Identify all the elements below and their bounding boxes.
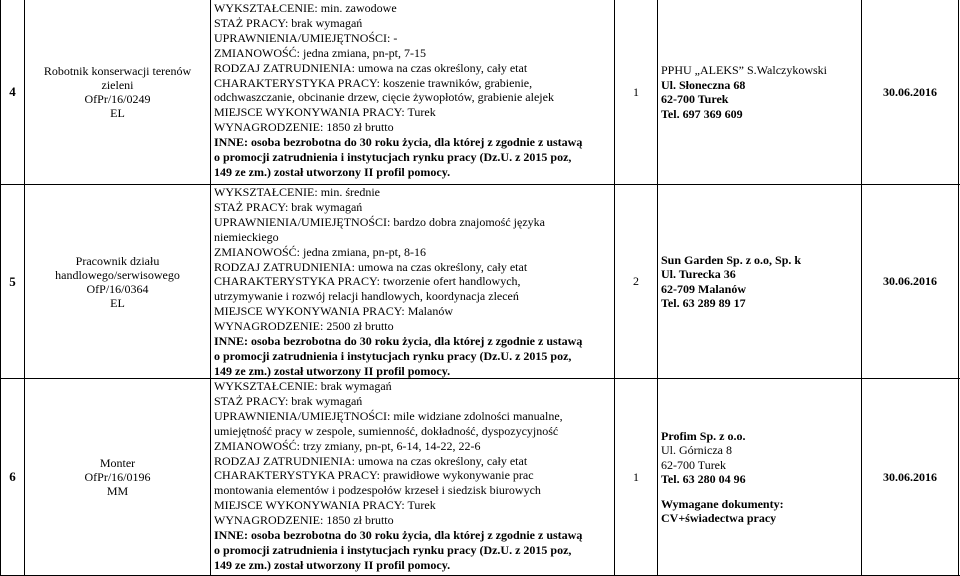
description-field-value: umowa na czas określony, cały etat	[355, 60, 528, 75]
description-field-label: WYKSZTAŁCENIE:	[214, 1, 318, 15]
description-field-label: RODZAJ ZATRUDNIENIA:	[214, 453, 355, 468]
description-line	[214, 1, 614, 16]
position-title: Monter	[99, 456, 136, 470]
description-field-value: trzy zmiany, pn-pt, 6-14, 14-22, 22-6	[300, 438, 481, 453]
description-field-label: STAŻ PRACY:	[214, 15, 289, 30]
offer-initials: EL	[110, 295, 125, 310]
description-field-label: STAŻ PRACY:	[214, 199, 289, 214]
required-documents-label: Wymagane dokumenty:	[661, 496, 784, 511]
description-field-label: ZMIANOWOŚĆ:	[214, 45, 300, 60]
description-field-label: ZMIANOWOŚĆ:	[214, 244, 300, 259]
description-field-value: Malanów	[404, 304, 454, 319]
description-line	[214, 230, 614, 245]
employer-street: Ul. Górnicza 8	[661, 443, 732, 457]
description-line	[214, 483, 614, 498]
description-field-value: Turek	[404, 498, 436, 513]
employer-city: 62-700 Turek	[661, 92, 729, 106]
description-line	[214, 319, 614, 334]
description-field-label: UPRAWNIENIA/UMIEJĘTNOŚCI:	[214, 214, 391, 229]
description-line	[214, 274, 614, 289]
description-line	[214, 61, 614, 76]
description-line	[214, 379, 614, 394]
description-line	[214, 349, 614, 364]
offer-number: 4	[9, 84, 16, 99]
position-title: Robotnik konserwacji terenów	[43, 64, 192, 78]
offer-number: 6	[9, 469, 16, 484]
offer-description	[211, 185, 614, 378]
description-line	[214, 304, 614, 319]
description-field-value: o promocji zatrudnienia i instytucjach rynku pracy (Dz.U. z 2015 poz,	[214, 542, 572, 557]
description-field-value: mile widziane zdolności manualne,	[390, 408, 563, 423]
description-line	[214, 135, 614, 150]
description-line	[214, 16, 614, 31]
description-line	[214, 76, 614, 91]
description-field-value: bardzo dobra znajomość języka	[390, 214, 545, 229]
description-field-label: CHARAKTERYSTYKA PRACY:	[214, 468, 380, 483]
employer-name: Profim Sp. z o.o.	[661, 428, 746, 443]
description-field-value: tworzenie ofert handlowych,	[379, 274, 521, 289]
vacancy-count: 1	[633, 84, 639, 99]
description-line	[214, 334, 614, 349]
employer-cell	[658, 379, 861, 575]
description-field-label: WYKSZTAŁCENIE:	[214, 379, 318, 393]
description-field-value: umowa na czas określony, cały etat	[355, 453, 528, 468]
table-border	[958, 0, 959, 576]
description-field-value: utrzymywanie i rozwój relacji handlowych, koordynacja zleceń	[214, 289, 519, 304]
description-line	[214, 558, 614, 573]
offer-number: 5	[9, 273, 16, 289]
offer-code: OfPr/16/0196	[84, 470, 151, 484]
description-line	[214, 424, 614, 439]
employer-city: 62-709 Malanów	[661, 281, 746, 296]
description-line	[214, 245, 614, 260]
description-field-label: CHARAKTERYSTYKA PRACY:	[214, 274, 380, 289]
description-field-value: -	[390, 30, 398, 45]
description-line	[214, 31, 614, 46]
offer-date: 30.06.2016	[883, 274, 937, 288]
description-field-value: umowa na czas określony, cały etat	[355, 259, 528, 274]
description-line	[214, 528, 614, 543]
employer-city: 62-700 Turek	[661, 457, 727, 472]
description-field-value: prawidłowe wykonywanie prac	[379, 468, 534, 483]
description-field-label: MIEJSCE WYKONYWANIA PRACY:	[214, 105, 405, 120]
description-field-value: o promocji zatrudnienia i instytucjach rynku pracy (Dz.U. z 2015 poz,	[214, 150, 572, 165]
description-field-value: INNE: osoba bezrobotna do 30 roku życia, dla której z zgodnie z ustawą	[214, 135, 583, 150]
description-field-value: 149 ze zm.) został utworzony II profil pomocy.	[214, 363, 451, 378]
description-line	[214, 150, 614, 165]
spacer	[661, 487, 861, 497]
description-field-label: ZMIANOWOŚĆ:	[214, 438, 300, 453]
description-field-value: brak wymagań	[288, 199, 363, 214]
description-field-label: MIEJSCE WYKONYWANIA PRACY:	[214, 304, 405, 319]
offer-description	[211, 379, 614, 575]
description-field-label: STAŻ PRACY:	[214, 393, 289, 408]
position-title-cont: zieleni	[101, 78, 134, 92]
description-line	[214, 260, 614, 275]
description-field-value: Turek	[404, 105, 436, 120]
description-field-value: koszenie trawników, grabienie,	[379, 75, 533, 90]
offer-initials: MM	[106, 484, 129, 498]
description-field-value: 149 ze zm.) został utworzony II profil pomocy.	[214, 164, 451, 179]
offer-code: OfPr/16/0249	[84, 92, 151, 106]
description-field-value: 149 ze zm.) został utworzony II profil pomocy.	[214, 557, 451, 572]
description-field-label: RODZAJ ZATRUDNIENIA:	[214, 259, 355, 274]
description-line	[214, 200, 614, 215]
description-field-label: WYNAGRODZENIE:	[214, 513, 324, 528]
description-field-value: o promocji zatrudnienia i instytucjach rynku pracy (Dz.U. z 2015 poz,	[214, 348, 572, 363]
employer-name: Sun Garden Sp. z o.o, Sp. k	[661, 252, 802, 267]
description-line	[214, 513, 614, 528]
description-field-value: brak wymagań	[288, 15, 363, 30]
description-field-label: WYNAGRODZENIE:	[214, 120, 324, 135]
offer-description	[211, 1, 614, 184]
employer-phone: Tel. 697 369 609	[661, 106, 743, 121]
description-field-label: UPRAWNIENIA/UMIEJĘTNOŚCI:	[214, 408, 391, 423]
offer-date: 30.06.2016	[883, 84, 937, 99]
description-field-value: umiejętność pracy w zespole, sumienność, dokładność, dyspozycyjność	[214, 423, 559, 438]
description-line	[214, 543, 614, 558]
employer-cell	[658, 0, 861, 184]
description-line	[214, 439, 614, 454]
description-field-value: odchwaszczanie, obcinanie drzew, cięcie żywopłotów, grabienie alejek	[214, 90, 554, 105]
description-field-value: 1850 zł brutto	[323, 513, 394, 528]
position-cell	[25, 185, 210, 378]
description-line	[214, 468, 614, 483]
description-line	[214, 215, 614, 230]
description-field-value: brak wymagań	[317, 379, 392, 393]
description-field-value: montowania elementów i podzespołów krzeseł i siedzisk biurowych	[214, 483, 541, 498]
description-field-value: jedna zmiana, pn-pt, 7-15	[300, 45, 426, 60]
description-field-label: CHARAKTERYSTYKA PRACY:	[214, 75, 380, 90]
description-field-value: INNE: osoba bezrobotna do 30 roku życia, dla której z zgodnie z ustawą	[214, 334, 583, 349]
description-line	[214, 289, 614, 304]
employer-name: PPHU „ALEKS” S.Walczykowski	[661, 63, 828, 77]
vacancy-count: 2	[633, 274, 639, 288]
employer-street: Ul. Słoneczna 68	[661, 77, 746, 92]
description-field-label: UPRAWNIENIA/UMIEJĘTNOŚCI:	[214, 30, 391, 45]
description-line	[214, 394, 614, 409]
description-line	[214, 364, 614, 378]
description-line	[214, 498, 614, 513]
description-field-value: 1850 zł brutto	[323, 120, 394, 135]
description-field-label: MIEJSCE WYKONYWANIA PRACY:	[214, 498, 405, 513]
description-field-label: WYKSZTAŁCENIE:	[214, 185, 318, 199]
required-documents-value: CV+świadectwa pracy	[661, 511, 777, 525]
description-line	[214, 46, 614, 61]
position-title-cont: handlowego/serwisowego	[55, 267, 180, 282]
description-field-value: niemieckiego	[214, 229, 279, 244]
description-field-label: RODZAJ ZATRUDNIENIA:	[214, 60, 355, 75]
description-line	[214, 105, 614, 120]
description-line	[214, 90, 614, 105]
offer-initials: EL	[110, 106, 125, 120]
description-line	[214, 120, 614, 135]
offer-code: OfP/16/0364	[86, 281, 149, 296]
employer-phone: Tel. 63 289 89 17	[661, 296, 746, 310]
description-field-value: brak wymagań	[288, 393, 363, 408]
employer-phone: Tel. 63 280 04 96	[661, 472, 746, 486]
position-cell	[25, 0, 210, 184]
description-field-label: WYNAGRODZENIE:	[214, 319, 324, 334]
vacancy-count: 1	[633, 469, 639, 484]
description-field-value: min. zawodowe	[317, 1, 397, 15]
position-cell	[25, 379, 210, 575]
description-field-value: 2500 zł brutto	[323, 319, 394, 334]
description-line	[214, 165, 614, 180]
description-field-value: min. średnie	[317, 185, 381, 199]
description-field-value: jedna zmiana, pn-pt, 8-16	[300, 244, 426, 259]
description-line	[214, 185, 614, 200]
description-field-value: INNE: osoba bezrobotna do 30 roku życia, dla której z zgodnie z ustawą	[214, 528, 583, 543]
offer-date: 30.06.2016	[883, 469, 937, 484]
description-line	[214, 409, 614, 424]
employer-street: Ul. Turecka 36	[661, 267, 736, 281]
position-title: Pracownik działu	[75, 253, 160, 268]
description-line	[214, 454, 614, 469]
employer-cell	[658, 185, 861, 378]
